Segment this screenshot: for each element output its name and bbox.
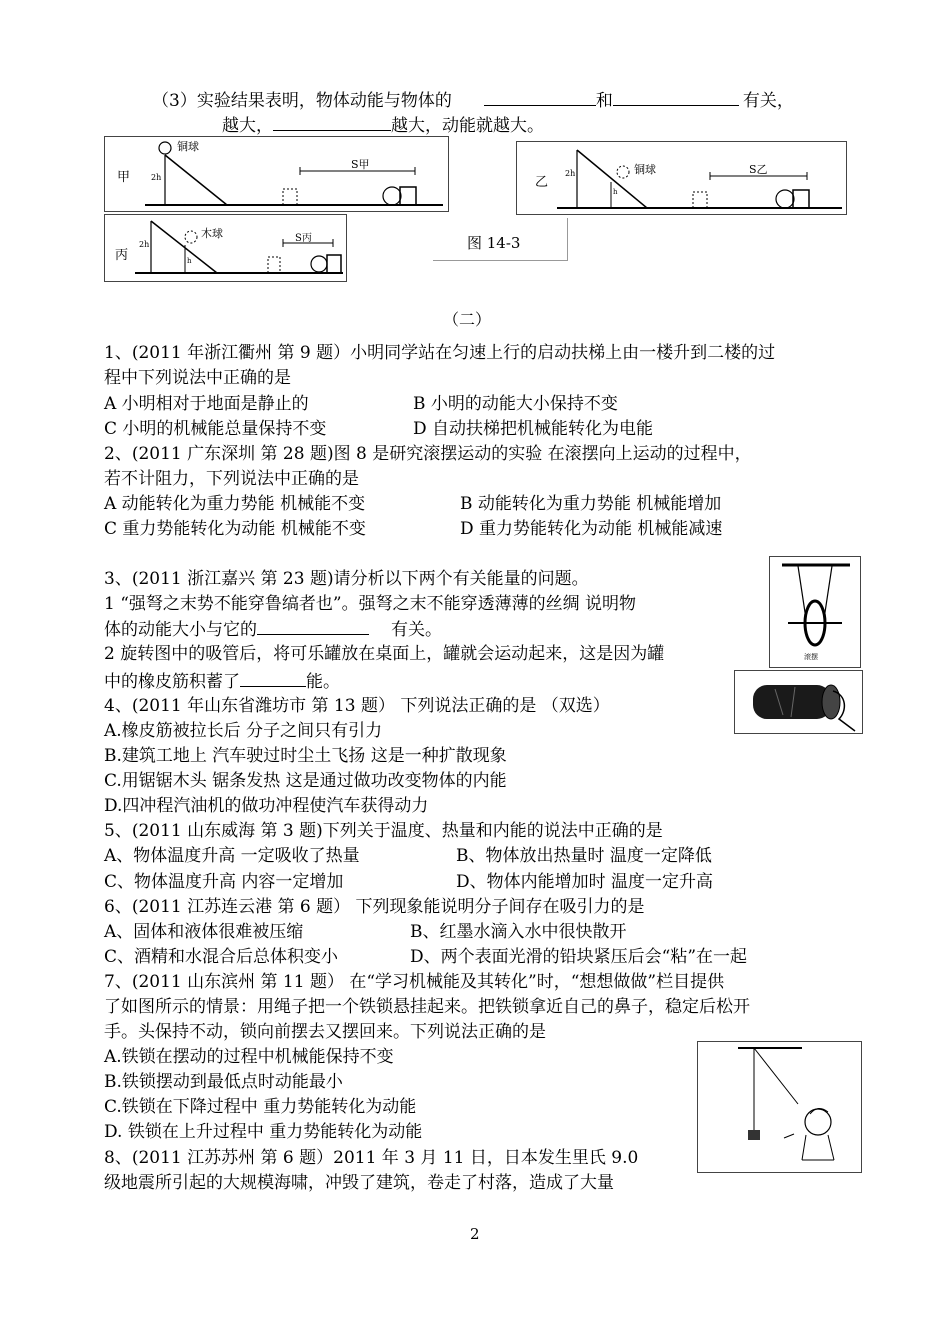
svg-text:S乙: S乙 [749, 163, 768, 176]
figure-label: 丙 [115, 248, 129, 263]
q7-stem: 了如图所示的情景：用绳子把一个铁锁悬挂起来。把铁锁拿近自己的鼻子，稳定后松开 [104, 997, 750, 1017]
section-title: （二） [443, 310, 492, 329]
lock-pendulum-image [697, 1041, 862, 1173]
figure-bing [104, 214, 347, 282]
rolling-pendulum-image [769, 556, 861, 668]
q3-sub1: 1 “强弩之末势不能穿鲁缟者也”。强弩之末不能穿透薄薄的丝绸 说明物 [104, 594, 637, 614]
q1-option-c[interactable]: C 小明的机械能总量保持不变 [104, 419, 327, 439]
svg-text:2h: 2h [139, 240, 150, 249]
q3-sub2-cont: 中的橡皮筋积蓄了 能。 [104, 672, 340, 692]
q2-stem: 若不计阻力，下列说法中正确的是 [104, 469, 359, 489]
q5-option-b[interactable]: B、物体放出热量时 温度一定降低 [456, 846, 712, 866]
svg-text:铜球: 铜球 [634, 163, 656, 176]
q7-stem: 手。头保持不动，锁向前摆去又摆回来。下列说法正确的是 [104, 1022, 546, 1042]
answer-blank[interactable] [484, 89, 596, 106]
q2-option-a[interactable]: A 动能转化为重力势能 机械能不变 [104, 494, 366, 514]
q4-option-a[interactable]: A.橡皮筋被拉长后 分子之间只有引力 [104, 721, 383, 741]
copper-ball [159, 142, 171, 154]
svg-text:h: h [613, 188, 618, 196]
q8-stem: 8、(2011 江苏苏州 第 6 题）2011 年 3 月 11 日，日本发生里氏 9.0 [104, 1148, 639, 1168]
block [793, 190, 809, 208]
q2-option-b[interactable]: B 动能转化为重力势能 机械能增加 [460, 494, 722, 514]
figure-caption-box [433, 218, 568, 261]
q1-option-a[interactable]: A 小明相对于地面是静止的 [104, 394, 309, 414]
block [400, 187, 416, 205]
figure-label: 甲 [117, 170, 131, 185]
q3-sub2: 2 旋转图中的吸管后，将可乐罐放在桌面上，罐就会运动起来，这是因为罐 [104, 644, 665, 664]
q1-stem: 1、(2011 年浙江衢州 第 9 题）小明同学站在匀速上行的启动扶梯上由一楼升到二楼的过 [104, 343, 776, 363]
q3-line2: 越大， 越大，动能就越大。 [222, 116, 544, 136]
q4-option-d[interactable]: D.四冲程汽油机的做功冲程使汽车获得动力 [104, 796, 429, 816]
q3-stem: 3、(2011 浙江嘉兴 第 23 题)请分析以下两个有关能量的问题。 [104, 569, 589, 589]
q3-line1: （3）实验结果表明，物体动能与物体的 和 有关， [152, 91, 794, 111]
q5-option-c[interactable]: C、物体温度升高 内容一定增加 [104, 872, 344, 892]
answer-blank[interactable] [240, 670, 306, 687]
q1-option-b[interactable]: B 小明的动能大小保持不变 [413, 394, 618, 414]
q6-option-b[interactable]: B、红墨水滴入水中很快散开 [410, 922, 627, 942]
q8-stem: 级地震所引起的大规模海啸，冲毁了建筑，卷走了村落，造成了大量 [104, 1173, 614, 1193]
svg-text:h: h [187, 257, 192, 265]
figure-caption: 图 14-3 [467, 234, 521, 252]
q2-option-d[interactable]: D 重力势能转化为动能 机械能减速 [460, 519, 723, 539]
q4-stem: 4、(2011 年山东省潍坊市 第 13 题） 下列说法正确的是 （双选） [104, 696, 610, 716]
q5-option-a[interactable]: A、物体温度升高 一定吸收了热量 [104, 846, 360, 866]
block [327, 255, 341, 273]
q6-stem: 6、(2011 江苏连云港 第 6 题） 下列现象能说明分子间存在吸引力的是 [104, 897, 645, 917]
q4-option-c[interactable]: C.用锯锯木头 锯条发热 这是通过做功改变物体的内能 [104, 771, 507, 791]
q5-stem: 5、(2011 山东威海 第 3 题)下列关于温度、热量和内能的说法中正确的是 [104, 821, 663, 841]
q7-stem: 7、(2011 山东滨州 第 11 题） 在“学习机械能及其转化”时，“想想做做”栏目提供 [104, 972, 725, 992]
svg-text:滚摆: 滚摆 [804, 653, 818, 661]
answer-blank[interactable] [273, 114, 391, 131]
q7-option-c[interactable]: C.铁锁在下降过程中 重力势能转化为动能 [104, 1097, 417, 1117]
answer-blank[interactable] [257, 618, 369, 635]
figure-label: 乙 [535, 175, 549, 190]
q4-option-b[interactable]: B.建筑工地上 汽车驶过时尘土飞扬 这是一种扩散现象 [104, 746, 507, 766]
q7-option-b[interactable]: B.铁锁摆动到最低点时动能最小 [104, 1072, 343, 1092]
svg-text:S甲: S甲 [351, 158, 370, 171]
svg-text:2h: 2h [151, 173, 162, 182]
figure-jia [104, 136, 449, 212]
q7-option-a[interactable]: A.铁锁在摆动的过程中机械能保持不变 [104, 1047, 394, 1067]
q5-option-d[interactable]: D、物体内能增加时 温度一定升高 [456, 872, 714, 892]
q2-option-c[interactable]: C 重力势能转化为动能 机械能不变 [104, 519, 366, 539]
can-image [734, 670, 863, 734]
svg-text:木球: 木球 [201, 227, 223, 240]
svg-text:铜球: 铜球 [177, 140, 199, 153]
figure-yi [516, 141, 847, 215]
q6-option-c[interactable]: C、酒精和水混合后总体积变小 [104, 947, 339, 967]
page-number: 2 [470, 1225, 480, 1243]
q6-option-d[interactable]: D、两个表面光滑的铅块紧压后会“粘”在一起 [410, 947, 748, 967]
q7-option-d[interactable]: D. 铁锁在上升过程中 重力势能转化为动能 [104, 1122, 423, 1142]
q1-stem: 程中下列说法中正确的是 [104, 368, 291, 388]
svg-text:S丙: S丙 [295, 233, 312, 244]
q2-stem: 2、(2011 广东深圳 第 28 题)图 8 是研究滚摆运动的实验 在滚摆向上运动的过程中， [104, 444, 752, 464]
q3-sub1-cont: 体的动能大小与它的 有关。 [104, 620, 442, 640]
q6-option-a[interactable]: A、固体和液体很难被压缩 [104, 922, 304, 942]
svg-text:2h: 2h [565, 169, 576, 178]
answer-blank[interactable] [613, 89, 739, 106]
q1-option-d[interactable]: D 自动扶梯把机械能转化为电能 [413, 419, 654, 439]
